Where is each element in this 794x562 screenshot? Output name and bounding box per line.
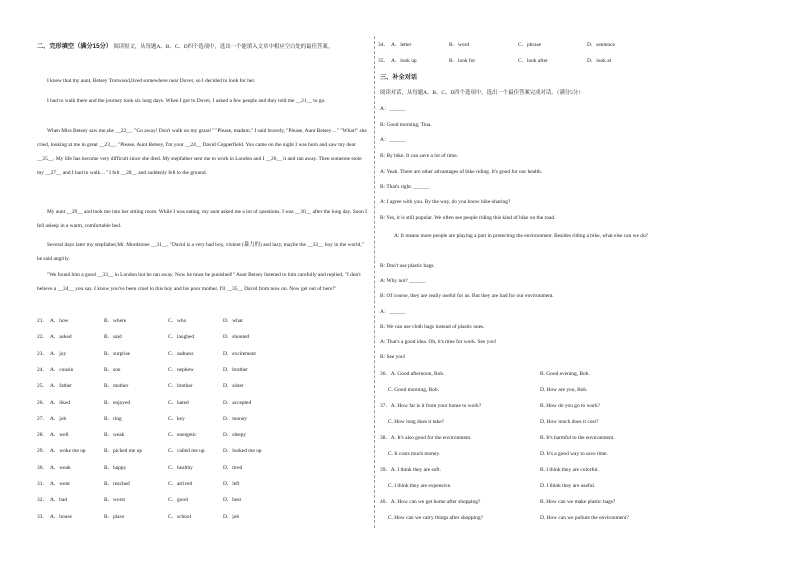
question-number: 29． (37, 448, 48, 455)
option-d[interactable]: D．excitement (223, 350, 256, 357)
option-d[interactable]: D．looked me up (223, 448, 262, 455)
option-b[interactable]: B. I think they are colorful. (540, 467, 599, 473)
option-a[interactable]: A．joy (50, 350, 67, 357)
option-a[interactable]: A．cousin (50, 366, 74, 373)
option-b[interactable]: B．mother (104, 383, 129, 390)
question-number: 25． (37, 383, 48, 390)
question-number: 35． (378, 58, 389, 64)
question-number: 24． (37, 366, 48, 373)
option-d[interactable]: D. How are you, Bob. (540, 387, 588, 393)
option-b[interactable]: B．picked me up (104, 448, 143, 455)
option-d[interactable]: D．sister (223, 383, 244, 390)
option-d[interactable]: D. I think they are useful. (540, 483, 596, 489)
option-d[interactable]: D．shouted (223, 334, 250, 341)
option-d[interactable]: D．accepted (223, 399, 252, 406)
option-b[interactable]: B. Good evening, Bob. (540, 371, 590, 377)
option-a[interactable]: A．woke me up (50, 448, 86, 455)
option-a[interactable]: 37．A. How far is it from your home to work? (380, 403, 482, 409)
dialogue-line: A: That's a good idea. Oh, it's time for work. See you! (380, 339, 497, 345)
dialogue-line: B: See you! (380, 354, 406, 360)
option-d[interactable]: D. How can we pollute the environment? (540, 515, 629, 521)
option-c[interactable]: C．good (168, 497, 188, 504)
option-a[interactable]: 36．A. Good afternoon, Bob. (380, 371, 445, 377)
option-a[interactable]: A．went (50, 481, 70, 487)
option-c[interactable]: C．brother (168, 383, 193, 390)
passage-paragraph: I had to walk there and the journey took six long days. When I got to Dover, I asked a few people and they told me __21__ to go. (47, 98, 326, 104)
passage-paragraph: Several days later my stepfather,Mr. Murdstone __31__. "David is a very bad boy, violent (暴力的) and lazy, maybe the __32__ boy in the world," he said angrily. (37, 242, 364, 262)
option-a[interactable]: A．weak (50, 464, 71, 471)
option-c[interactable]: C．school (168, 513, 192, 520)
option-c[interactable]: C．who (168, 318, 187, 324)
option-b[interactable]: B．place (104, 513, 125, 520)
option-a[interactable]: A．bad (50, 497, 68, 504)
option-b[interactable]: B. How do you go to work? (540, 403, 601, 409)
question-number: 33． (37, 513, 48, 520)
column-divider (374, 36, 375, 528)
section-2-instruction: 阅读短文，从每题A、B、C、D四个选项中，选出一个能填入文章中相应空白处的最佳答案。 (113, 44, 334, 50)
option-b[interactable]: B. It's harmful to the environment. (540, 435, 615, 441)
option-d[interactable]: D．what (223, 318, 243, 324)
option-c[interactable]: C．key (168, 415, 185, 422)
option-a[interactable]: A．liked (50, 399, 71, 406)
option-c[interactable]: C．laughed (168, 334, 195, 341)
question-number: 23． (37, 350, 48, 357)
option-c[interactable]: C. I think they are expensive. (388, 483, 452, 489)
question-number: 21． (37, 318, 48, 324)
question-number: 32． (37, 497, 48, 504)
passage-paragraph: My aunt __29__ and took me into her sitting room. While I was eating, my aunt asked me a lot of questions. I was __30__ after the long day. Soon I fell asleep in a warm, comfortable bed. (37, 209, 367, 229)
option-b[interactable]: B．reached (104, 481, 130, 487)
option-a[interactable]: 40．A. How can we get home after shopping? (380, 499, 481, 505)
option-d[interactable]: D．sentence (587, 42, 615, 48)
dialogue-line: A: Why not? ______ (380, 278, 426, 284)
option-c[interactable]: C．look after (518, 58, 548, 64)
question-number: 30． (37, 464, 48, 471)
option-b[interactable]: B．enjoyed (104, 399, 131, 406)
option-b[interactable]: B. How can we make plastic bags? (540, 499, 616, 505)
option-c[interactable]: C．energetic (168, 432, 197, 439)
option-c[interactable]: C. How long does it take? (388, 419, 444, 425)
option-b[interactable]: B．where (104, 318, 127, 324)
option-c[interactable]: C. How can we carry things after shopping? (388, 515, 483, 521)
option-d[interactable]: D．sleepy (223, 432, 247, 439)
option-b[interactable]: B．look for (449, 58, 476, 64)
option-c[interactable]: C. Good morning, Bob. (388, 387, 439, 393)
option-a[interactable]: A．letter (391, 42, 412, 48)
dialogue-line: B: Don't use plastic bags. (380, 263, 435, 269)
option-c[interactable]: C．healthy (168, 464, 193, 471)
dialogue-line: B: Good morning, Tina. (380, 122, 432, 128)
option-b[interactable]: B．happy (104, 464, 127, 471)
section-3-title: 三、补全对话 (380, 74, 418, 81)
dialogue-line: B: Of course, they are really useful for us. But they are bad for our environment. (380, 293, 554, 299)
option-b[interactable]: B．son (104, 366, 121, 373)
option-a[interactable]: A．look up (391, 58, 417, 64)
option-c[interactable]: C．phrase (518, 42, 542, 48)
question-number: 22． (37, 334, 48, 341)
option-d[interactable]: D．best (223, 497, 241, 504)
option-c[interactable]: C．hated (168, 399, 189, 406)
option-c[interactable]: C．sadness (168, 350, 194, 357)
option-c[interactable]: C．called me up (168, 448, 205, 455)
option-a[interactable]: 39．A. I think they are soft. (380, 467, 441, 473)
passage-paragraph: I knew that my aunt, Betsey Trotwood,lived somewhere near Dover, so I decided to look for her. (47, 78, 256, 84)
option-d[interactable]: D．look at (587, 58, 612, 64)
dialogue-line: A: I agree with you. By the way, do you know bike-sharing? (380, 199, 511, 205)
option-a[interactable]: A．asked (50, 334, 72, 341)
question-number: 26． (37, 399, 48, 406)
dialogue-line: A：______ (380, 309, 406, 315)
option-d[interactable]: D．tired (223, 464, 243, 471)
option-a[interactable]: A．father (50, 383, 72, 390)
option-a[interactable]: A．how (50, 318, 69, 324)
option-b[interactable]: B．ring (104, 415, 122, 422)
option-b[interactable]: B．said (104, 334, 122, 341)
question-number: 28． (37, 432, 48, 439)
option-a[interactable]: A．well (50, 432, 69, 439)
option-a[interactable]: A．job (50, 415, 67, 422)
dialogue-line: A：______ (380, 106, 406, 112)
dialogue-line: A: It means more people are playing a part in protecting the environment. Besides riding a bike, what else can we do? (394, 233, 649, 239)
question-number: 31． (37, 481, 48, 487)
option-b[interactable]: B．weak (104, 432, 125, 439)
section-2-title: 二、完形填空（满分15分） (37, 43, 112, 50)
dialogue-line: B: Yes, it is still popular. We often see people riding this kind of bike on the road. (380, 215, 556, 221)
dialogue-line: B: By bike. It can save a lot of time. (380, 153, 458, 159)
option-d[interactable]: D. How much does it cost? (540, 419, 599, 425)
dialogue-line: A: Yeah. There are other advantages of bike riding. It's good for our health. (380, 169, 543, 175)
option-b[interactable]: B．surprise (104, 350, 131, 357)
option-d[interactable]: D．job (223, 513, 240, 520)
option-c[interactable]: C. It costs much money. (388, 451, 441, 457)
question-number: 27． (37, 415, 48, 422)
option-a[interactable]: 38．A. It's also good for the environment. (380, 435, 472, 441)
dialogue-line: A：______ (380, 137, 406, 143)
dialogue-line: B: We can use cloth bags instead of plastic ones. (380, 324, 485, 330)
option-d[interactable]: D．brother (223, 366, 248, 373)
section-3-instruction: 阅读对话，从每题A、B、C、D四个选项中，选出一个最佳答案完成对话。（满分5分） (380, 90, 584, 96)
option-d[interactable]: D. It's a good way to save time. (540, 451, 608, 457)
option-d[interactable]: D．left (223, 481, 240, 487)
option-a[interactable]: A．house (50, 513, 72, 520)
passage-paragraph: "We found him a good __33__ in London but he ran away. Now he must be punished!" Aunt Betsey listened to him carefully and replied, "I don't believe a __34__ you say. I know you've been cruel to this boy and his poor mother. I'll __35__ David from now on. Now get out of here!" (37, 272, 361, 292)
option-c[interactable]: C．nephew (168, 366, 194, 373)
section-2-header (37, 42, 367, 52)
option-b[interactable]: B．worst (104, 497, 125, 504)
passage-paragraph: When Miss Betsey saw me,she __22__. "Go away! Don't walk on my grass!" "Please, madam," I said bravely, "Please, Aunt Betsey…" "What!" she cried, looking at me in great __23__. "Please, Aunt Betsey, I'm your __24__ David Copperfield. You came on the night I was born and saw my dear __25__. My life has become very difficult since she died. My stepfather sent me to work in London and I __26__ it and ran away. Then someone stole my __27__ and I had to walk…" I felt __28__ and suddenly fell to the ground. (37, 128, 367, 176)
option-d[interactable]: D．money (223, 415, 247, 422)
option-c[interactable]: C．arrived (168, 481, 193, 487)
option-b[interactable]: B．word (449, 42, 470, 48)
dialogue-line: B: That's right. ______ (380, 184, 430, 190)
question-number: 34． (378, 42, 389, 48)
